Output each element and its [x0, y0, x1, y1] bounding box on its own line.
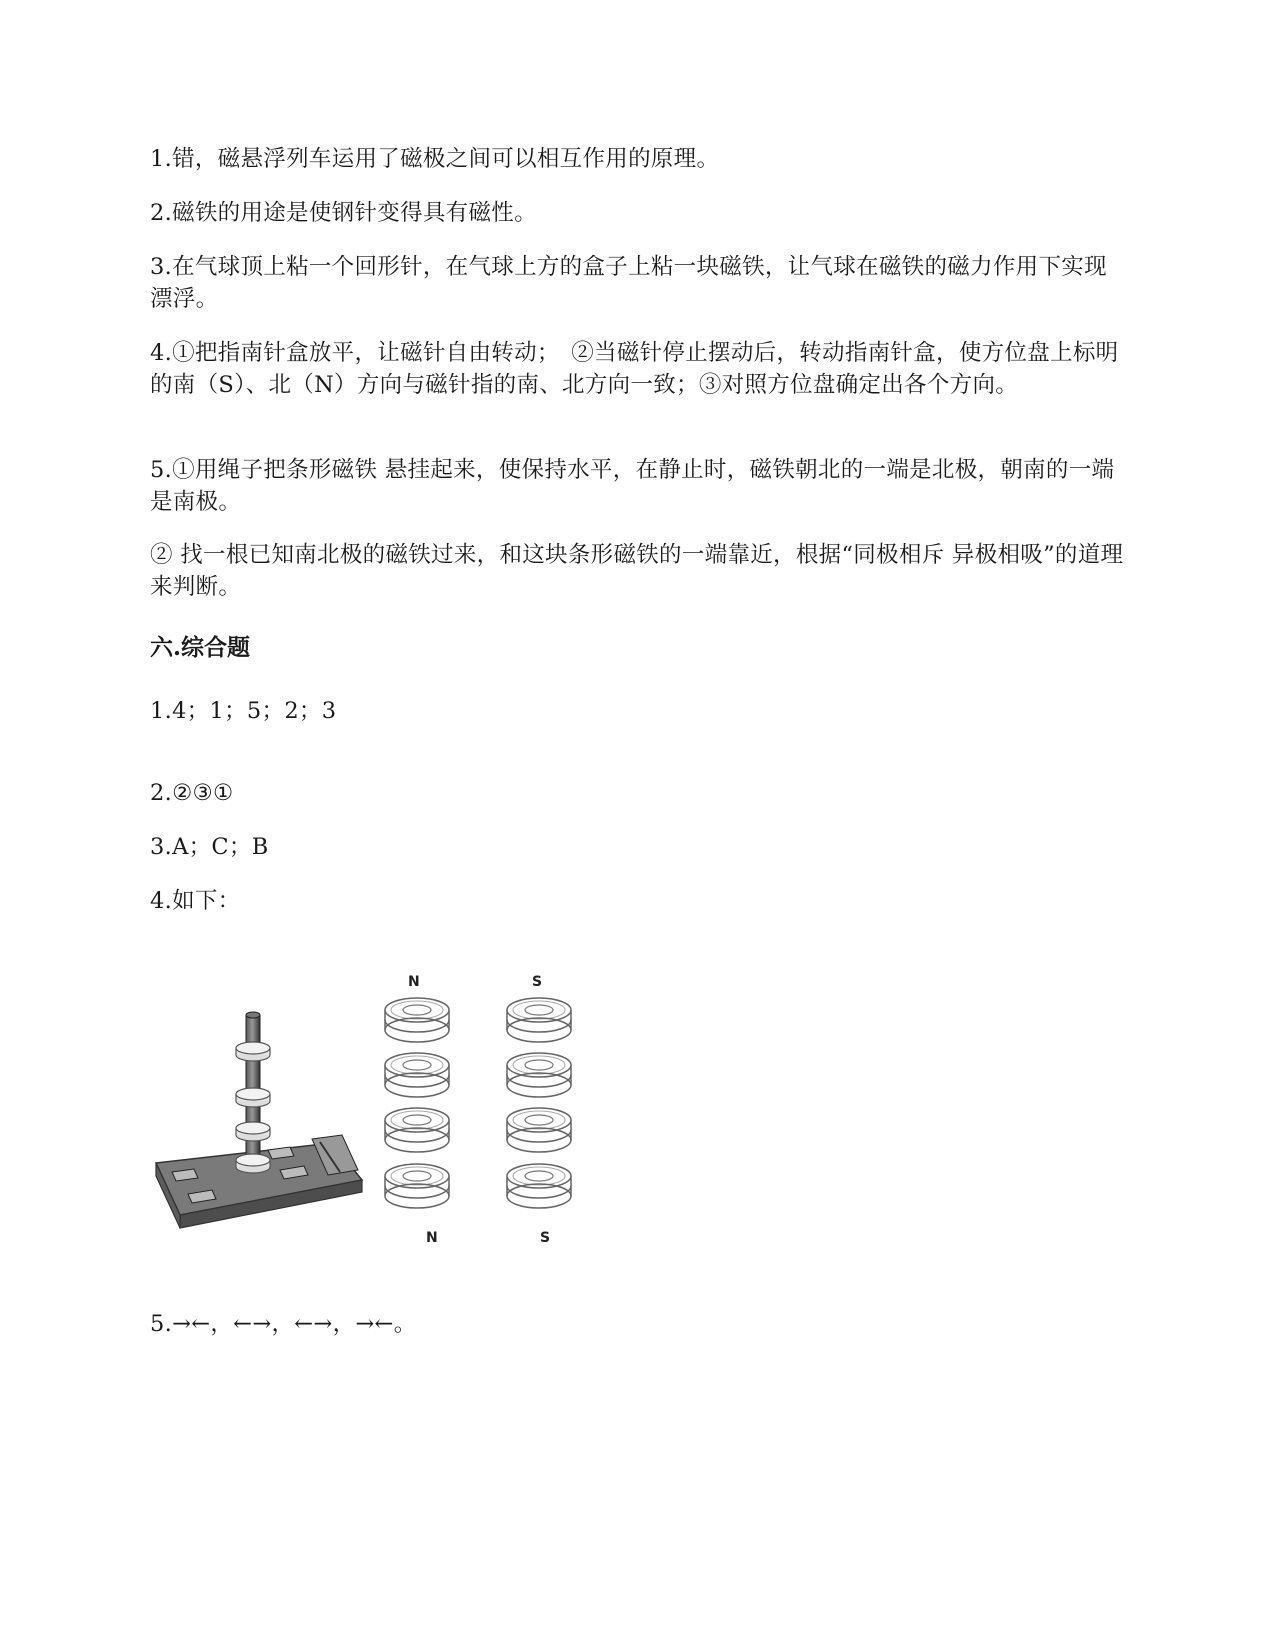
pole-label-bottom-left: N	[426, 1230, 438, 1246]
ring-magnet	[385, 1164, 449, 1208]
rod-ring	[236, 1088, 270, 1107]
answer-5-3: 3.在气球顶上粘一个回形针，在气球上方的盒子上粘一块磁铁，让气球在磁铁的磁力作用下实现漂浮。	[150, 254, 1107, 312]
pole-label-top-left: N	[408, 974, 420, 990]
rod-ring	[236, 1042, 270, 1061]
answer-6-2: 2.②③①	[150, 780, 234, 806]
ring-magnet	[507, 1108, 571, 1152]
section-6-title: 六.综合题	[150, 634, 251, 661]
pole-label-top-right: S	[532, 974, 543, 990]
answer-5-4: 4.①把指南针盒放平，让磁针自由转动； ②当磁针停止摆动后，转动指南针盒，使方位盘上标明的南（S）、北（N）方向与磁针指的南、北方向一致；③对照方位盘确定出各个方向。	[150, 340, 1119, 398]
answer-5-2: 2.磁铁的用途是使钢针变得具有磁性。	[150, 200, 537, 226]
rod-ring	[236, 1122, 270, 1141]
pole-label-bottom-right: S	[540, 1230, 551, 1246]
answer-5-5b: ② 找一根已知南北极的磁铁过来，和这块条形磁铁的一端靠近，根据“同极相斥 异极相吸”的道理来判断。	[150, 542, 1124, 600]
answer-5-1: 1.错，磁悬浮列车运用了磁极之间可以相互作用的原理。	[150, 146, 720, 172]
ring-magnet-illustration	[150, 970, 630, 1270]
ring-magnet	[385, 1053, 449, 1097]
answer-6-3: 3.A；C；B	[150, 834, 269, 860]
ring-magnet	[507, 1164, 571, 1208]
answer-6-1: 1.4；1；5；2；3	[150, 698, 337, 724]
rod-ring	[236, 1154, 270, 1173]
answer-5-5: 5.①用绳子把条形磁铁 悬挂起来，使保持水平，在静止时，磁铁朝北的一端是北极，朝南的一端是南极。	[150, 457, 1115, 515]
answer-6-4: 4.如下：	[150, 888, 241, 914]
ring-magnet	[507, 1053, 571, 1097]
ring-magnet-figure	[150, 970, 630, 1290]
ring-magnet	[385, 998, 449, 1042]
ring-magnet	[385, 1108, 449, 1152]
ring-magnet	[507, 998, 571, 1042]
answer-6-5: 5.→←，←→，←→，→←。	[150, 1311, 417, 1337]
